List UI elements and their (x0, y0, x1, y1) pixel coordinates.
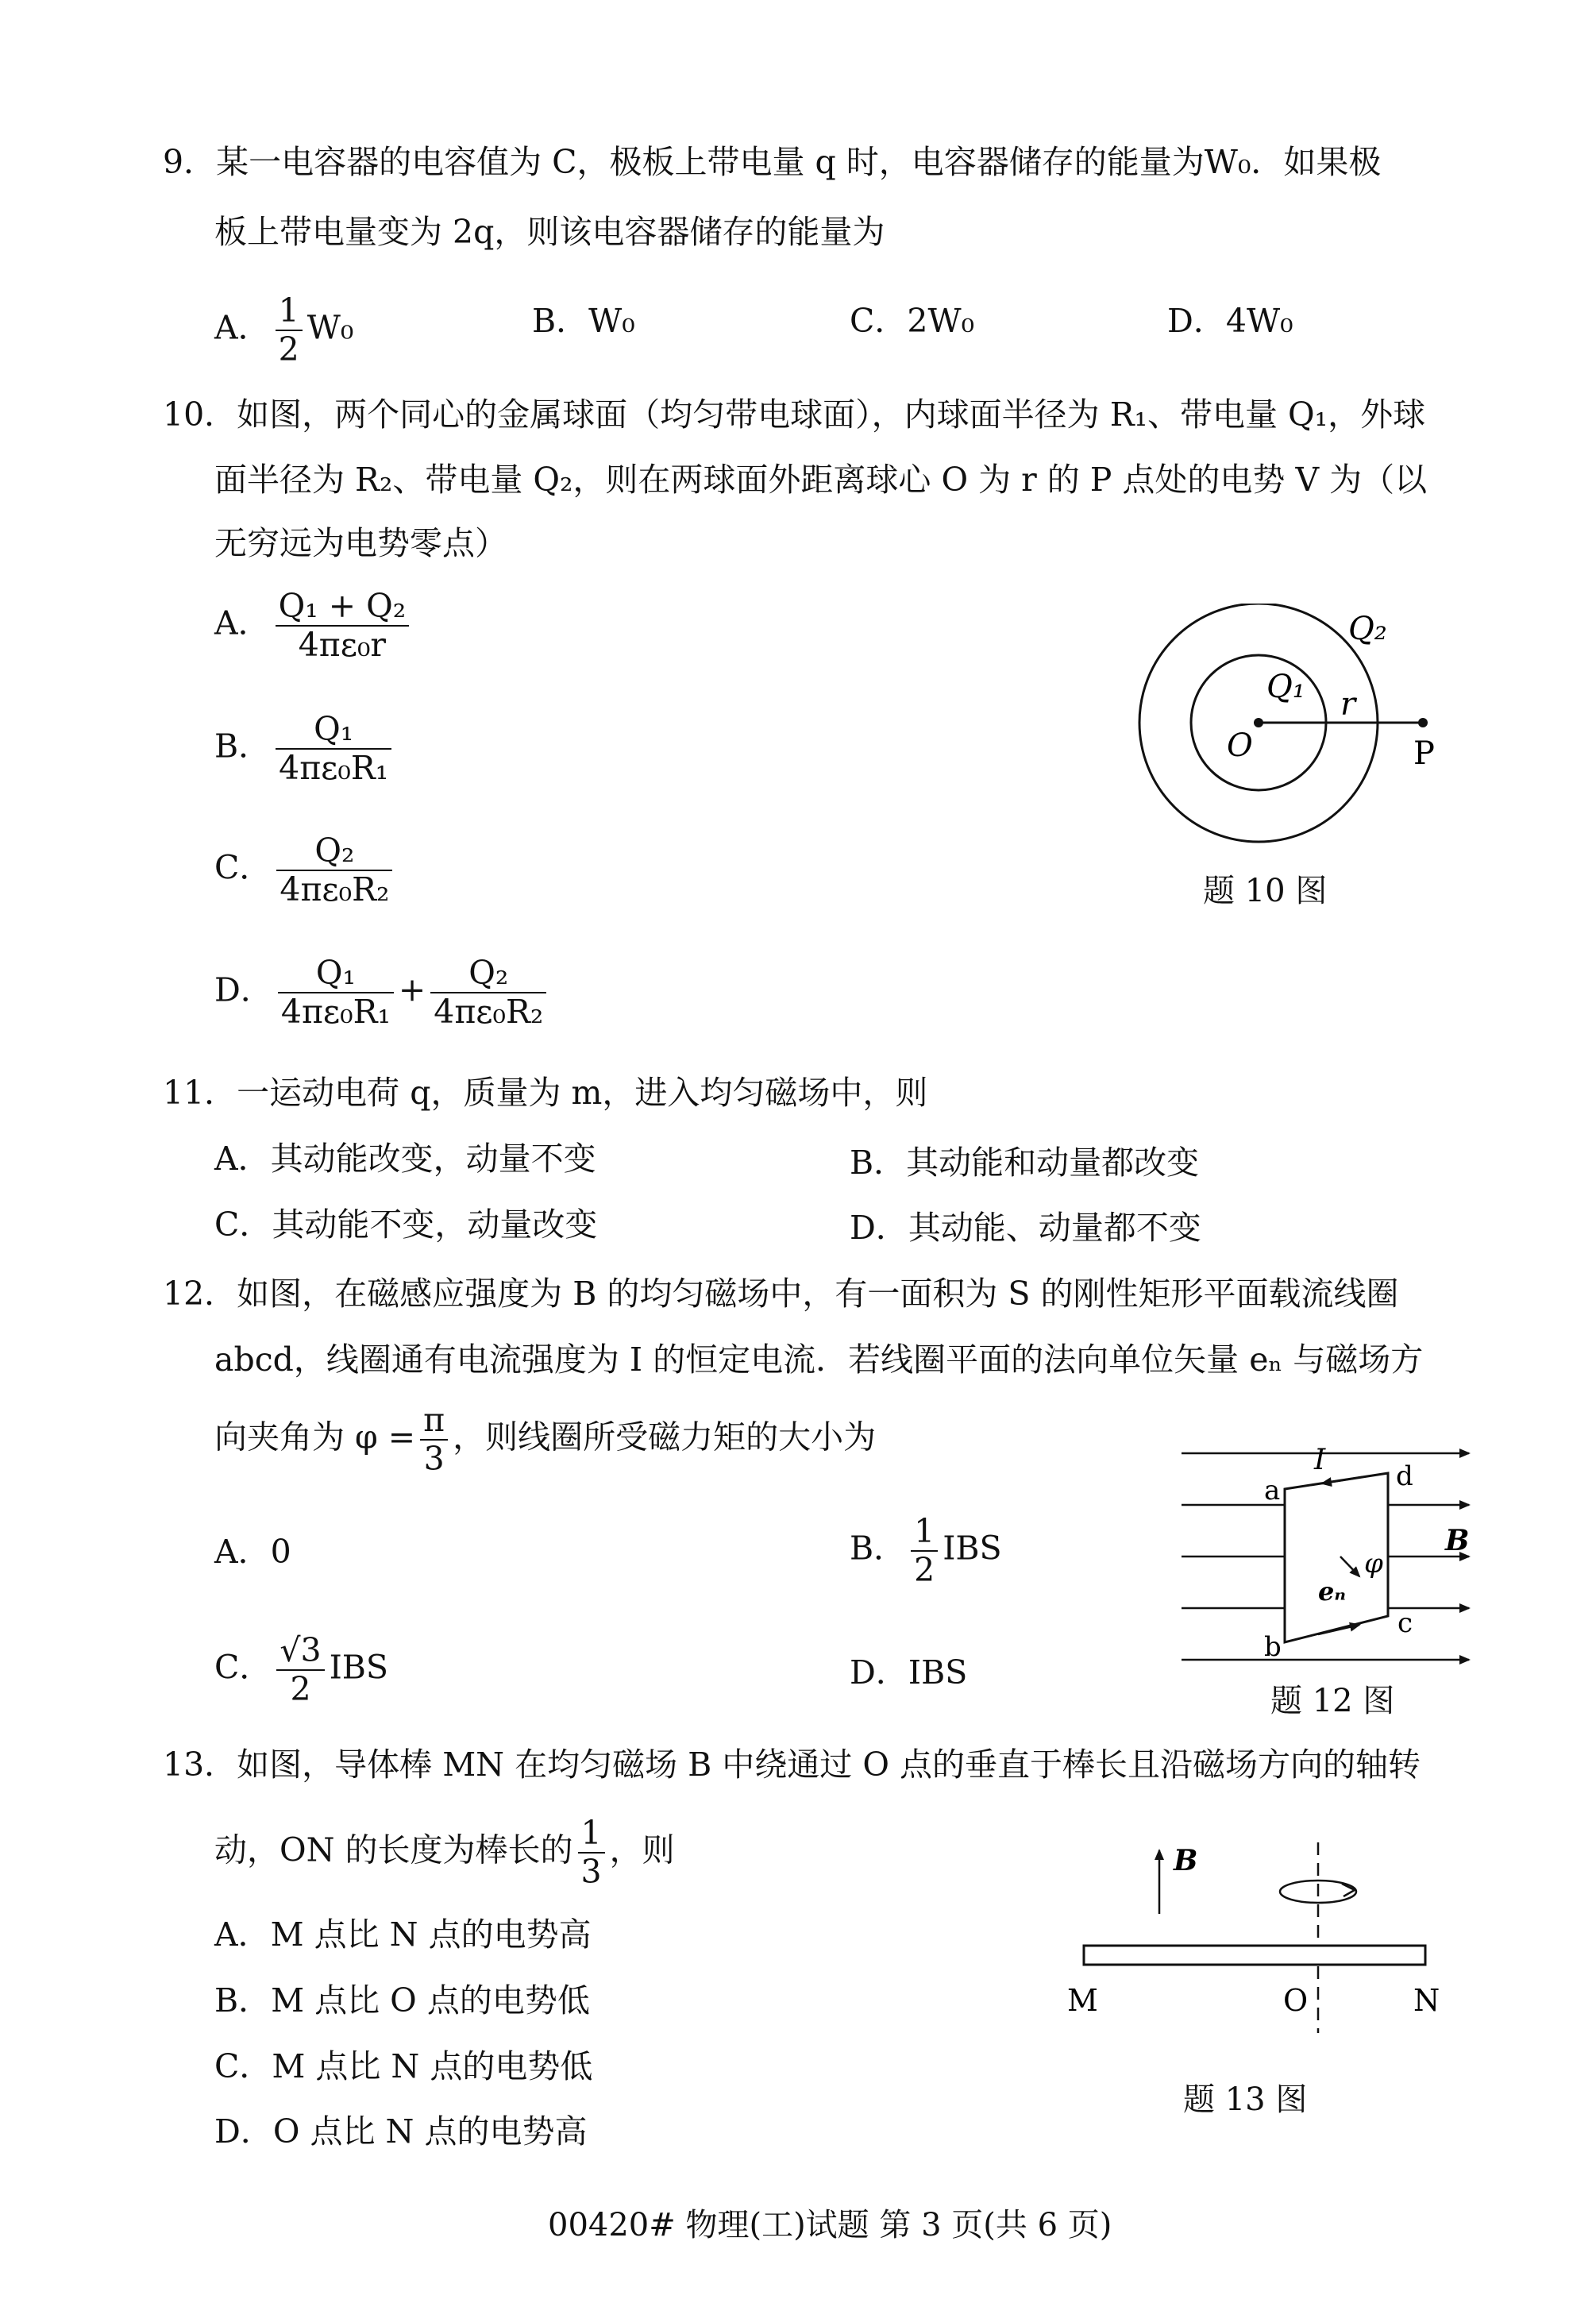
point-p (1418, 718, 1428, 727)
q10-line-1: 10．如图，两个同心的金属球面（均匀带电球面），内球面半径为 R₁、带电量 Q₁，外球 (163, 395, 1426, 434)
label-m: M (1067, 1983, 1098, 2018)
q9-line-1: 9．某一电容器的电容值为 C，极板上带电量 q 时，电容器储存的能量为W₀．如果极 (163, 143, 1382, 181)
q11-option-c: C．其动能不变，动量改变 (214, 1206, 598, 1244)
q10-option-c: C． $\frac{\text{Q₂}}{\text{4πε₀R₂}}$ (214, 832, 397, 908)
q9-option-b: B．W₀ (532, 302, 635, 340)
label-n: N (1413, 1983, 1440, 2018)
label-o: O (1227, 727, 1253, 764)
label-o: O (1283, 1983, 1309, 2018)
label-r: r (1340, 686, 1356, 723)
q13-option-b: B．M 点比 O 点的电势低 (214, 1981, 590, 2019)
label-phi: φ (1364, 1548, 1383, 1580)
q11-option-d: D．其动能、动量都不变 (850, 1209, 1201, 1247)
q12-option-c: C． $\frac{√3}{2}$ IBS (214, 1631, 389, 1709)
label-p: P (1413, 735, 1435, 772)
label-b-field: B (1445, 1524, 1470, 1557)
q9-line-2: 板上带电量变为 2q，则该电容器储存的能量为 (214, 213, 885, 251)
q12-line-3: 向夹角为 φ = $\frac{\pi}{3}$ ，则线圈所受磁力矩的大小为 (214, 1401, 877, 1479)
q10-figure-caption: 题 10 图 (1203, 873, 1328, 909)
label-q1: Q₁ (1266, 669, 1305, 705)
label-en: eₙ (1318, 1576, 1347, 1607)
q12-line-2: abcd，线圈通有电流强度为 I 的恒定电流．若线圈平面的法向单位矢量 eₙ 与磁场方 (214, 1341, 1424, 1379)
center-point-o (1254, 718, 1263, 727)
q11-line-1: 11．一运动电荷 q，质量为 m，进入均匀磁场中，则 (163, 1074, 928, 1112)
q12-option-b: B． $\frac{1}{2}$ IBS (850, 1512, 1002, 1590)
q9-option-c: C．2W₀ (850, 302, 975, 340)
q12-option-d: D．IBS (850, 1653, 968, 1692)
q12-option-a: A．0 (214, 1533, 291, 1571)
label-b: b (1264, 1631, 1282, 1663)
q13-option-c: C．M 点比 N 点的电势低 (214, 2047, 593, 2085)
label-q2: Q₂ (1348, 611, 1387, 647)
q10-figure (1128, 604, 1493, 874)
q11-option-a: A．其动能改变，动量不变 (214, 1140, 596, 1178)
q10-option-a: A． $\frac{\text{Q₁ + Q₂}}{\text{4πε₀r}}$ (214, 588, 414, 664)
label-b-field: B (1174, 1844, 1198, 1877)
q12-line-1: 12．如图，在磁感应强度为 B 的均匀磁场中，有一面积为 S 的刚性矩形平面载流线圈 (163, 1275, 1399, 1313)
page-footer: 00420# 物理(工)试题 第 3 页(共 6 页) (548, 2207, 1112, 2243)
conductor-rod-mn (1084, 1946, 1425, 1965)
q13-option-d: D．O 点比 N 点的电势高 (214, 2112, 588, 2151)
q13-option-a: A．M 点比 N 点的电势高 (214, 1915, 592, 1954)
q12-figure-caption: 题 12 图 (1270, 1683, 1395, 1719)
q10-line-2: 面半径为 R₂、带电量 Q₂，则在两球面外距离球心 O 为 r 的 P 点处的电势 V 为（以 (214, 461, 1428, 499)
q10-line-3: 无穷远为电势零点） (214, 524, 507, 562)
q11-option-b: B．其动能和动量都改变 (850, 1144, 1200, 1182)
q13-line-1: 13．如图，导体棒 MN 在均匀磁场 B 中绕通过 O 点的垂直于棒长且沿磁场方向的轴转 (163, 1746, 1421, 1784)
q13-figure (1056, 1834, 1469, 2041)
label-a: a (1264, 1475, 1281, 1506)
q9-option-a: A． $\frac{1}{2}$ W₀ (214, 291, 354, 369)
label-i: I (1314, 1444, 1326, 1476)
q10-option-b: B． $\frac{\text{Q₁}}{\text{4πε₀R₁}}$ (214, 711, 396, 787)
q10-option-d: D． $\frac{\text{Q₁}}{\text{4πε₀R₁}}$ + $\frac{\text{Q₂}}{\text{4πε₀R₂}}$ (214, 955, 551, 1031)
label-c: c (1397, 1607, 1413, 1639)
q13-line-2: 动，ON 的长度为棒长的 $\frac{1}{3}$ ，则 (214, 1814, 675, 1892)
q9-option-d: D．4W₀ (1167, 302, 1293, 340)
q12-figure (1175, 1437, 1477, 1676)
q13-figure-caption: 题 13 图 (1183, 2081, 1308, 2118)
label-d: d (1396, 1460, 1413, 1492)
